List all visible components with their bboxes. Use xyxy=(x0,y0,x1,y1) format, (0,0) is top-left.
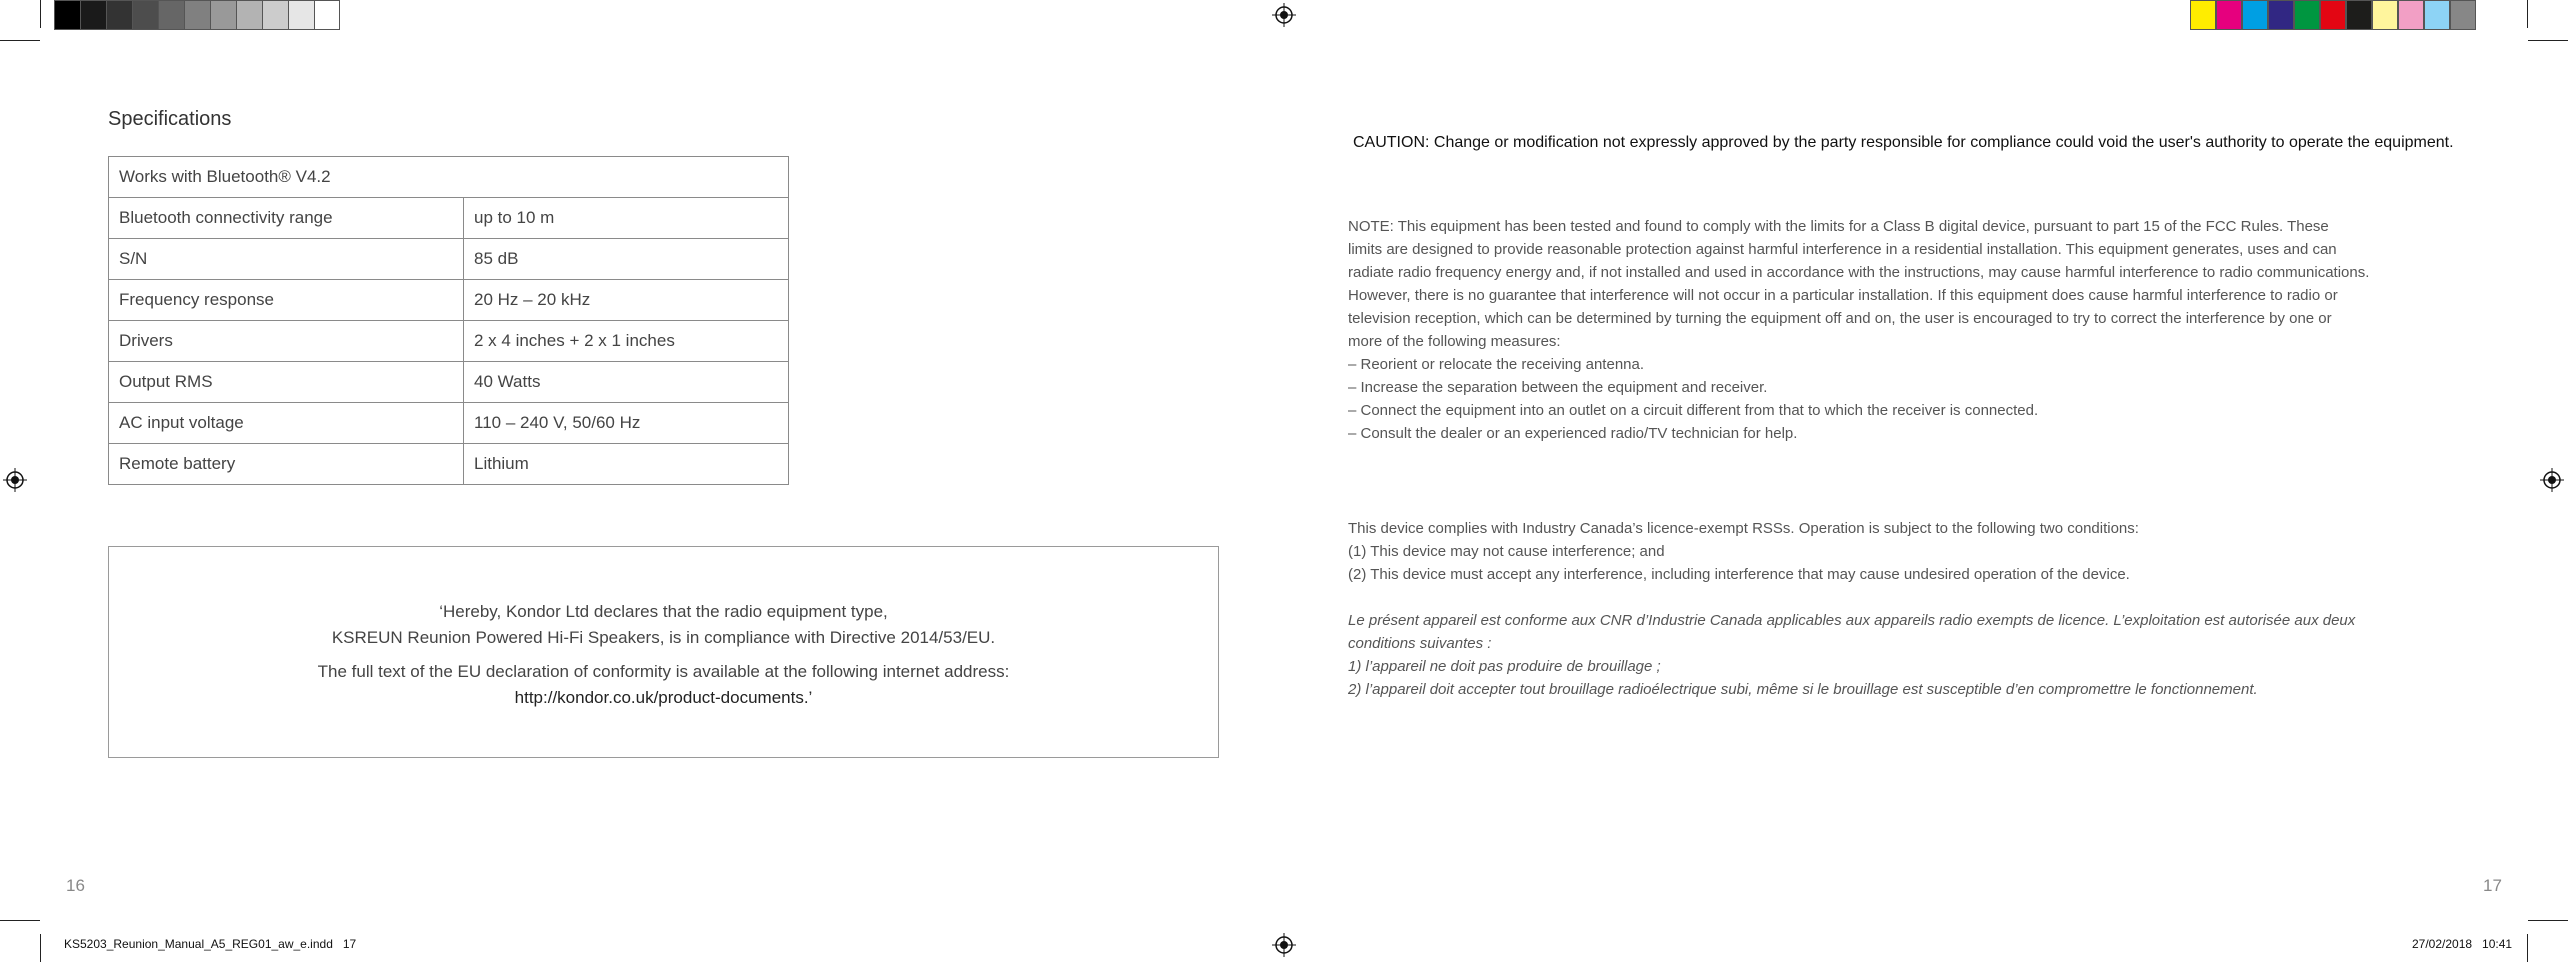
color-swatch xyxy=(2320,0,2346,30)
note-line: NOTE: This equipment has been tested and found to comply with the limits for a Class B digital device, pursuant to part 15 of the FCC Rules. These xyxy=(1348,218,2329,235)
note-line: – Connect the equipment into an outlet on a circuit different from that to which the receiver is connected. xyxy=(1348,402,2039,419)
page-number-right: 17 xyxy=(2483,876,2502,895)
gray-swatch xyxy=(80,0,106,30)
note-line: However, there is no guarantee that interference will not occur in a particular installation. If this equipment does cause harmful interference to radio or xyxy=(1348,287,2338,304)
industry-canada-statement xyxy=(1348,517,2458,701)
specifications-table xyxy=(108,156,789,485)
table-row xyxy=(109,198,789,239)
fcc-note xyxy=(1348,215,2458,445)
gray-swatch xyxy=(184,0,210,30)
crop-mark xyxy=(0,40,40,41)
specifications-title: Specifications xyxy=(108,108,232,130)
table-row xyxy=(109,239,789,280)
spec-value: 40 Watts xyxy=(464,362,789,403)
spec-value: 85 dB xyxy=(464,239,789,280)
gray-swatch xyxy=(236,0,262,30)
page-number-left: 16 xyxy=(66,876,85,895)
table-row xyxy=(109,280,789,321)
table-row xyxy=(109,321,789,362)
spec-label: AC input voltage xyxy=(109,403,464,444)
spec-label: Frequency response xyxy=(109,280,464,321)
grayscale-bar xyxy=(54,0,340,30)
slug-filename: KS5203_Reunion_Manual_A5_REG01_aw_e.indd 17 xyxy=(64,937,357,951)
spec-label: Output RMS xyxy=(109,362,464,403)
color-swatch xyxy=(2398,0,2424,30)
crop-mark xyxy=(40,0,41,28)
declaration-line: The full text of the EU declaration of conformity is available at the following internet address: xyxy=(317,662,1010,681)
crop-mark xyxy=(0,920,40,921)
color-swatch xyxy=(2424,0,2450,30)
ic-french-line: conditions suivantes : xyxy=(1348,635,1492,652)
gray-swatch xyxy=(54,0,80,30)
table-row xyxy=(109,403,789,444)
table-row xyxy=(109,444,789,485)
ic-line: (1) This device may not cause interference; and xyxy=(1348,543,1665,560)
ic-french-line: 2) l’appareil doit accepter tout brouillage radioélectrique subi, même si le brouillage est susceptible d’en compromettre le fonctionnement. xyxy=(1348,681,2258,698)
eu-declaration-box xyxy=(108,546,1219,758)
color-swatch xyxy=(2190,0,2216,30)
registration-mark-icon xyxy=(3,468,27,492)
gray-swatch xyxy=(132,0,158,30)
color-swatch xyxy=(2294,0,2320,30)
gray-swatch xyxy=(288,0,314,30)
slug-datetime: 27/02/2018 10:41 xyxy=(2412,937,2513,951)
spec-header-cell: Works with Bluetooth® V4.2 xyxy=(109,157,789,198)
spec-value: Lithium xyxy=(464,444,789,485)
color-swatch xyxy=(2346,0,2372,30)
note-line: more of the following measures: xyxy=(1348,333,1561,350)
declaration-line: ‘Hereby, Kondor Ltd declares that the radio equipment type, xyxy=(439,602,888,621)
registration-mark-icon xyxy=(2540,468,2564,492)
declaration-line: KSREUN Reunion Powered Hi-Fi Speakers, is in compliance with Directive 2014/53/EU. xyxy=(331,628,996,647)
spec-label: Drivers xyxy=(109,321,464,362)
ic-line: This device complies with Industry Canada’s licence-exempt RSSs. Operation is subject to the following two conditions: xyxy=(1348,520,2139,537)
note-line: radiate radio frequency energy and, if not installed and used in accordance with the instructions, may cause harmful interference to radio communications. xyxy=(1348,264,2370,281)
spec-value: 110 – 240 V, 50/60 Hz xyxy=(464,403,789,444)
crop-mark xyxy=(2528,920,2568,921)
gray-swatch xyxy=(210,0,236,30)
spec-value: 2 x 4 inches + 2 x 1 inches xyxy=(464,321,789,362)
color-swatch xyxy=(2372,0,2398,30)
ic-line: (2) This device must accept any interference, including interference that may cause undesired operation of the device. xyxy=(1348,566,2130,583)
gray-swatch xyxy=(158,0,184,30)
crop-mark xyxy=(2527,934,2528,962)
registration-mark-icon xyxy=(1272,933,1296,957)
table-row xyxy=(109,157,789,198)
color-swatch xyxy=(2216,0,2242,30)
color-swatch xyxy=(2242,0,2268,30)
color-swatch xyxy=(2450,0,2476,30)
gray-swatch xyxy=(106,0,132,30)
crop-mark xyxy=(2527,0,2528,28)
caution-text: CAUTION: Change or modification not expressly approved by the party responsible for compliance could void the user's authority to operate the equipment. xyxy=(1353,134,2454,151)
spec-label: Remote battery xyxy=(109,444,464,485)
gray-swatch xyxy=(262,0,288,30)
crop-mark xyxy=(40,934,41,962)
table-row xyxy=(109,362,789,403)
note-line: – Consult the dealer or an experienced radio/TV technician for help. xyxy=(1348,425,1798,442)
spec-label: Bluetooth connectivity range xyxy=(109,198,464,239)
note-line: – Reorient or relocate the receiving antenna. xyxy=(1348,356,1645,373)
note-line: – Increase the separation between the equipment and receiver. xyxy=(1348,379,1768,396)
color-bar xyxy=(2190,0,2476,30)
declaration-url: http://kondor.co.uk/product-documents.’ xyxy=(514,688,813,707)
color-swatch xyxy=(2268,0,2294,30)
ic-french-line: Le présent appareil est conforme aux CNR d’Industrie Canada applicables aux appareils radio exempts de licence. L’exploitation est autorisée aux deux xyxy=(1348,612,2356,629)
gray-swatch xyxy=(314,0,340,30)
registration-mark-icon xyxy=(1272,3,1296,27)
spec-value: up to 10 m xyxy=(464,198,789,239)
spec-value: 20 Hz – 20 kHz xyxy=(464,280,789,321)
note-line: television reception, which can be determined by turning the equipment off and on, the user is encouraged to try to correct the interference by one or xyxy=(1348,310,2332,327)
ic-french-line: 1) l’appareil ne doit pas produire de brouillage ; xyxy=(1348,658,1661,675)
spec-label: S/N xyxy=(109,239,464,280)
note-line: limits are designed to provide reasonable protection against harmful interference in a residential installation. This equipment generates, uses and can xyxy=(1348,241,2337,258)
crop-mark xyxy=(2528,40,2568,41)
